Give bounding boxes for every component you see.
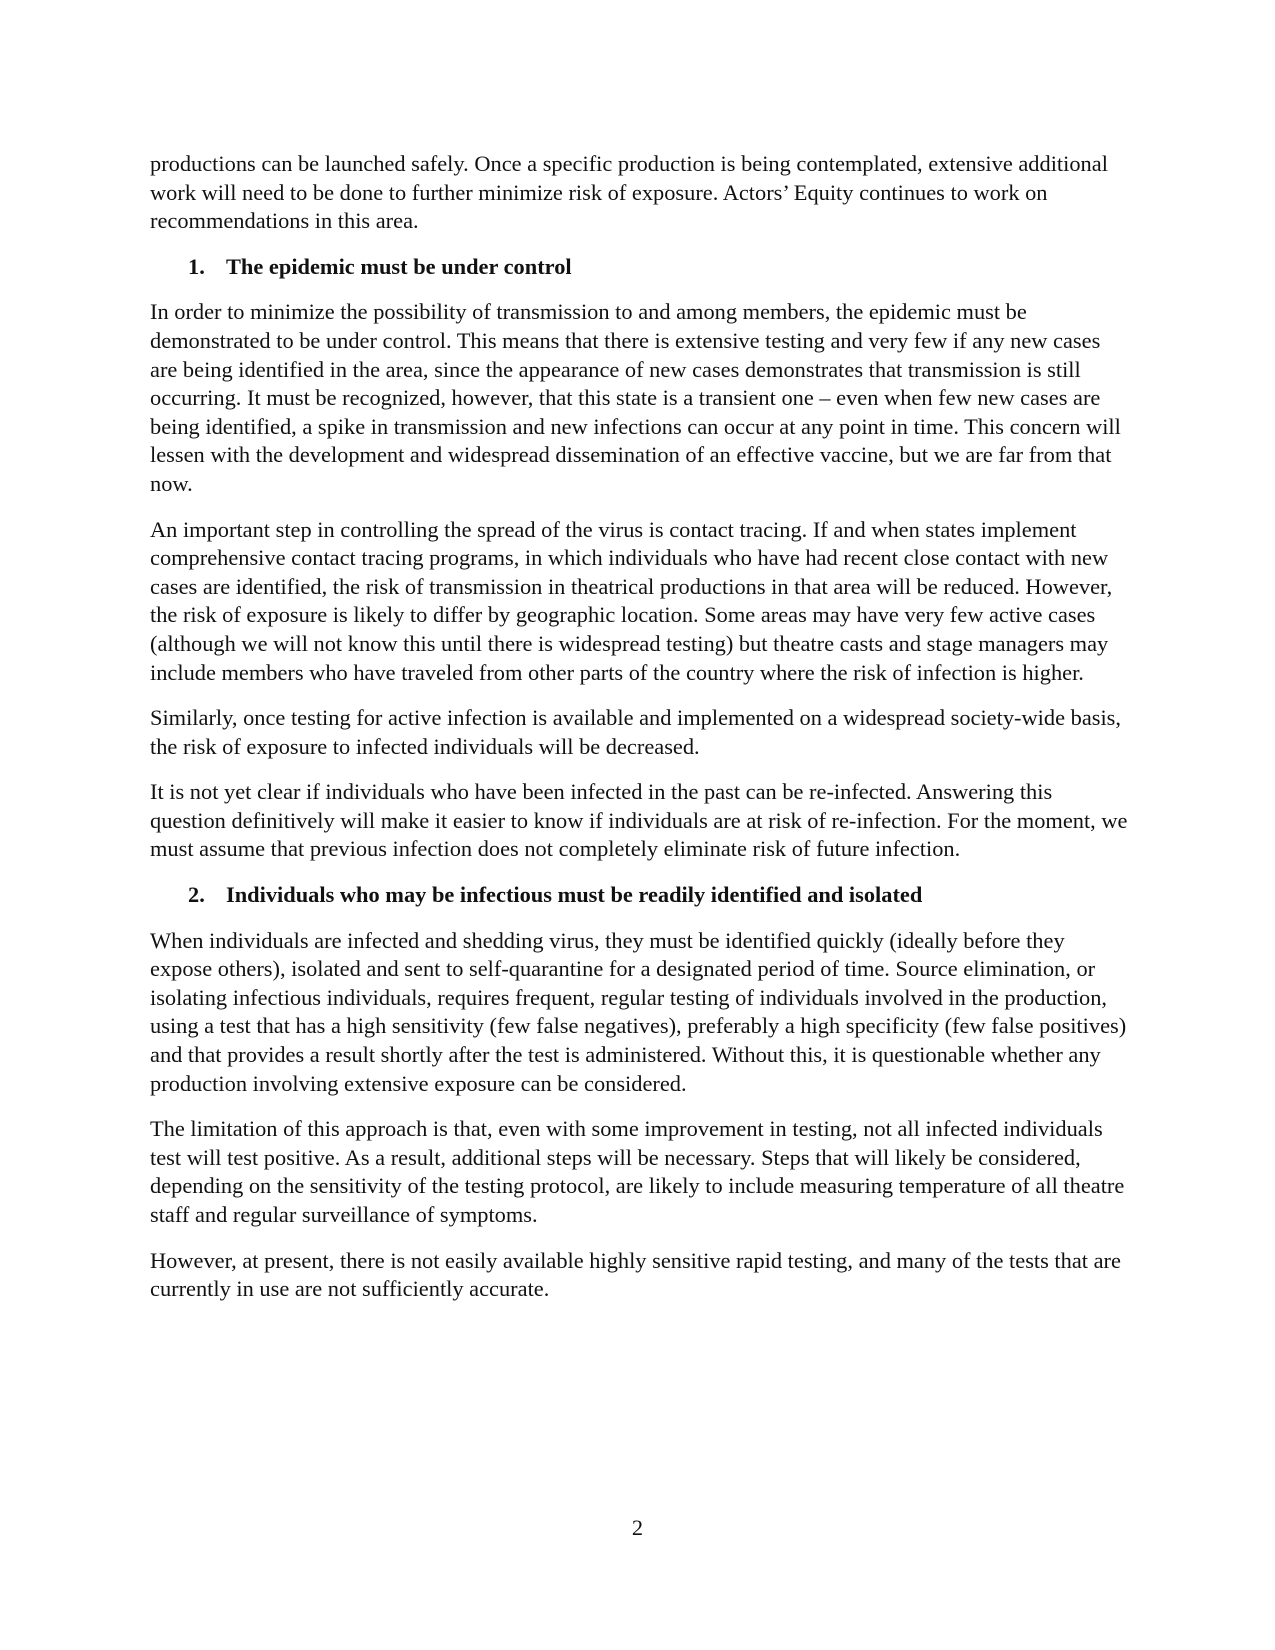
section-2-paragraph-1: When individuals are infected and shedding virus, they must be identified quickly (ideally before they expose others), isolated and sent to self-quarantine for a designated period of time. Source elimination, or isolating infectious individuals, requires frequent, regular testing of individuals involved in the production, using a test that has a high sensitivity (few false negatives), preferably a high specificity (few false positives) and that provides a result shortly after the test is administered. Without this, it is questionable whether any production involving extensive exposure can be considered. xyxy=(150,927,1127,1096)
section-1-paragraph-2: An important step in controlling the spread of the virus is contact tracing. If and when states implement comprehensive contact tracing programs, in which individuals who have had recent close contact with new cases are identified, the risk of transmission in theatrical productions in that area will be reduced. However, the risk of exposure is likely to differ by geographic location. Some areas may have very few active cases (although we will not know this until there is widespread testing) but theatre casts and stage managers may include members who have traveled from other parts of the country where the risk of infection is higher. xyxy=(150,516,1113,685)
section-1-paragraph-4: It is not yet clear if individuals who have been infected in the past can be re-infected. Answering this question definitively will make it easier to know if individuals are at risk of re-infection. For the moment, we must assume that previous infection does not completely eliminate risk of future infection. xyxy=(150,779,1128,862)
page-body xyxy=(150,150,1130,1321)
section-2-title: Individuals who may be infectious must be readily identified and isolated xyxy=(226,882,923,908)
section-2-heading xyxy=(150,881,1130,910)
section-2-paragraph-2: The limitation of this approach is that, even with some improvement in testing, not all infected individuals test will test positive. As a result, additional steps will be necessary. Steps that will likely be considered, depending on the sensitivity of the testing protocol, are likely to include measuring temperature of all theatre staff and regular surveillance of symptoms. xyxy=(150,1116,1125,1227)
intro-paragraph: productions can be launched safely. Once a specific production is being contemplated, extensive additional work will need to be done to further minimize risk of exposure. Actors’ Equity continues to work on recommendations in this area. xyxy=(150,151,1108,234)
section-2-number: 2. xyxy=(188,882,205,908)
section-1-heading xyxy=(150,253,1130,282)
section-1-paragraph-3: Similarly, once testing for active infection is available and implemented on a widespread society-wide basis, the risk of exposure to infected individuals will be decreased. xyxy=(150,705,1121,759)
section-1-title: The epidemic must be under control xyxy=(226,253,572,279)
page-number: 2 xyxy=(631,1515,644,1540)
section-2-paragraph-3: However, at present, there is not easily available highly sensitive rapid testing, and many of the tests that are currently in use are not sufficiently accurate. xyxy=(150,1247,1121,1302)
section-1-paragraph-1: In order to minimize the possibility of transmission to and among members, the epidemic must be demonstrated to be under control. This means that there is extensive testing and very few if any new cases are being identified in the area, since the appearance of new cases demonstrates that transmission is still occurring. It must be recognized, however, that this state is a transient one – even when few new cases are being identified, a spike in transmission and new infections can occur at any point in time. This concern will lessen with the development and widespread dissemination of an effective vaccine, but we are far from that now. xyxy=(150,299,1121,496)
section-1-number: 1. xyxy=(188,253,205,279)
